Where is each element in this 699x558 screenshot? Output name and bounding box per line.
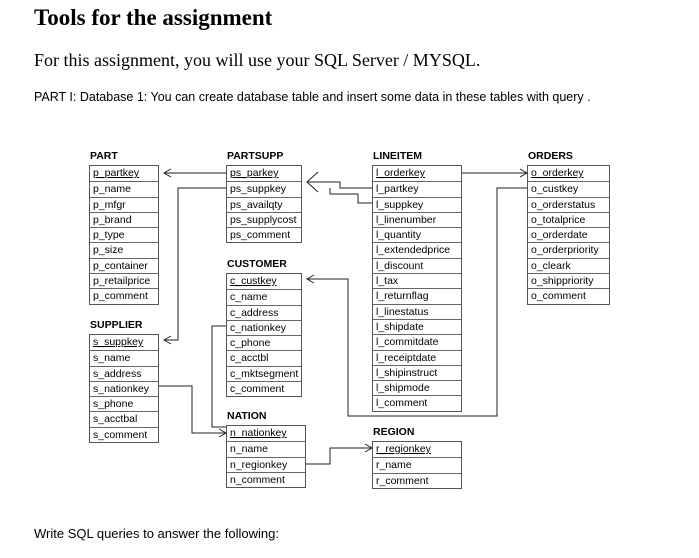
table-name: LINEITEM (373, 150, 422, 162)
column: l_shipinstruct (373, 365, 461, 380)
column: c_comment (227, 381, 301, 396)
table-name: NATION (227, 410, 267, 422)
column: p_mfgr (90, 197, 158, 212)
column: s_nationkey (90, 381, 158, 396)
column: r_comment (373, 473, 461, 488)
column: c_address (227, 305, 301, 320)
column: ps_supplycost (227, 212, 301, 227)
column: l_discount (373, 258, 461, 273)
column: r_name (373, 457, 461, 472)
table-name: REGION (373, 426, 415, 438)
column: p_comment (90, 288, 158, 303)
column: ps_comment (227, 227, 301, 242)
column: l_shipdate (373, 319, 461, 334)
primary-key-column: s_suppkey (93, 336, 144, 348)
column: l_receiptdate (373, 350, 461, 365)
column: o_orderstatus (528, 197, 609, 212)
relation-partsupp-supplier (164, 188, 226, 344)
primary-key-column: o_orderkey (531, 167, 584, 179)
column: s_comment (90, 427, 158, 442)
document-title: Tools for the assignment (34, 5, 273, 30)
relation-lineitem-orders (462, 169, 527, 177)
primary-key-column: c_custkey (230, 275, 277, 287)
column: l_quantity (373, 227, 461, 242)
relation-orders-customer (307, 188, 527, 416)
part-heading: PART I: Database 1: You can create database table and insert some data in these tables with query . (34, 90, 591, 104)
column: l_shipmode (373, 380, 461, 395)
column: c_nationkey (227, 320, 301, 335)
column: p_retailprice (90, 273, 158, 288)
column: l_extendedprice (373, 242, 461, 257)
table-name: PARTSUPP (227, 150, 284, 162)
relation-partsupp-part (164, 169, 226, 177)
column: o_custkey (528, 181, 609, 196)
column: p_name (90, 181, 158, 196)
relation-customer-nation (212, 326, 226, 427)
column: l_comment (373, 395, 461, 410)
column: c_name (227, 289, 301, 304)
column: s_acctbal (90, 411, 158, 426)
column: l_tax (373, 273, 461, 288)
column: s_address (90, 366, 158, 381)
relation-nation-region (306, 444, 372, 464)
column: n_name (227, 441, 305, 456)
column: o_totalprice (528, 212, 609, 227)
column: l_linenumber (373, 212, 461, 227)
column: o_cleark (528, 258, 609, 273)
column: p_size (90, 242, 158, 257)
table-name: PART (90, 150, 118, 162)
column: s_phone (90, 396, 158, 411)
column: l_partkey (373, 181, 461, 196)
column: c_mktsegment (227, 366, 301, 381)
column: o_orderpriority (528, 242, 609, 257)
column: p_type (90, 227, 158, 242)
table-name: CUSTOMER (227, 258, 287, 270)
table-name: SUPPLIER (90, 319, 143, 331)
column: l_commitdate (373, 334, 461, 349)
column: p_container (90, 258, 158, 273)
column: p_brand (90, 212, 158, 227)
column: ps_availqty (227, 197, 301, 212)
footer-instruction: Write SQL queries to answer the following: (34, 526, 279, 541)
primary-key-column: l_orderkey (376, 167, 426, 179)
column: l_suppkey (373, 197, 461, 212)
intro-paragraph: For this assignment, you will use your SQL Server / MYSQL. (34, 50, 481, 70)
column: o_shippriority (528, 273, 609, 288)
column: ps_suppkey (227, 181, 301, 196)
column: o_comment (528, 288, 609, 303)
column: l_returnflag (373, 288, 461, 303)
primary-key-column: p_partkey (93, 167, 140, 179)
column: s_name (90, 350, 158, 365)
column: c_phone (227, 335, 301, 350)
column: l_linestatus (373, 304, 461, 319)
column: o_orderdate (528, 227, 609, 242)
relation-supplier-nation (159, 386, 226, 437)
primary-key-column: ps_parkey (230, 167, 279, 179)
column: n_regionkey (227, 457, 305, 472)
primary-key-column: n_nationkey (230, 427, 287, 439)
column: c_acctbl (227, 350, 301, 365)
table-name: ORDERS (528, 150, 573, 162)
column: n_comment (227, 472, 305, 487)
primary-key-column: r_regionkey (376, 443, 431, 455)
relation-lineitem-partsupp (307, 172, 372, 203)
